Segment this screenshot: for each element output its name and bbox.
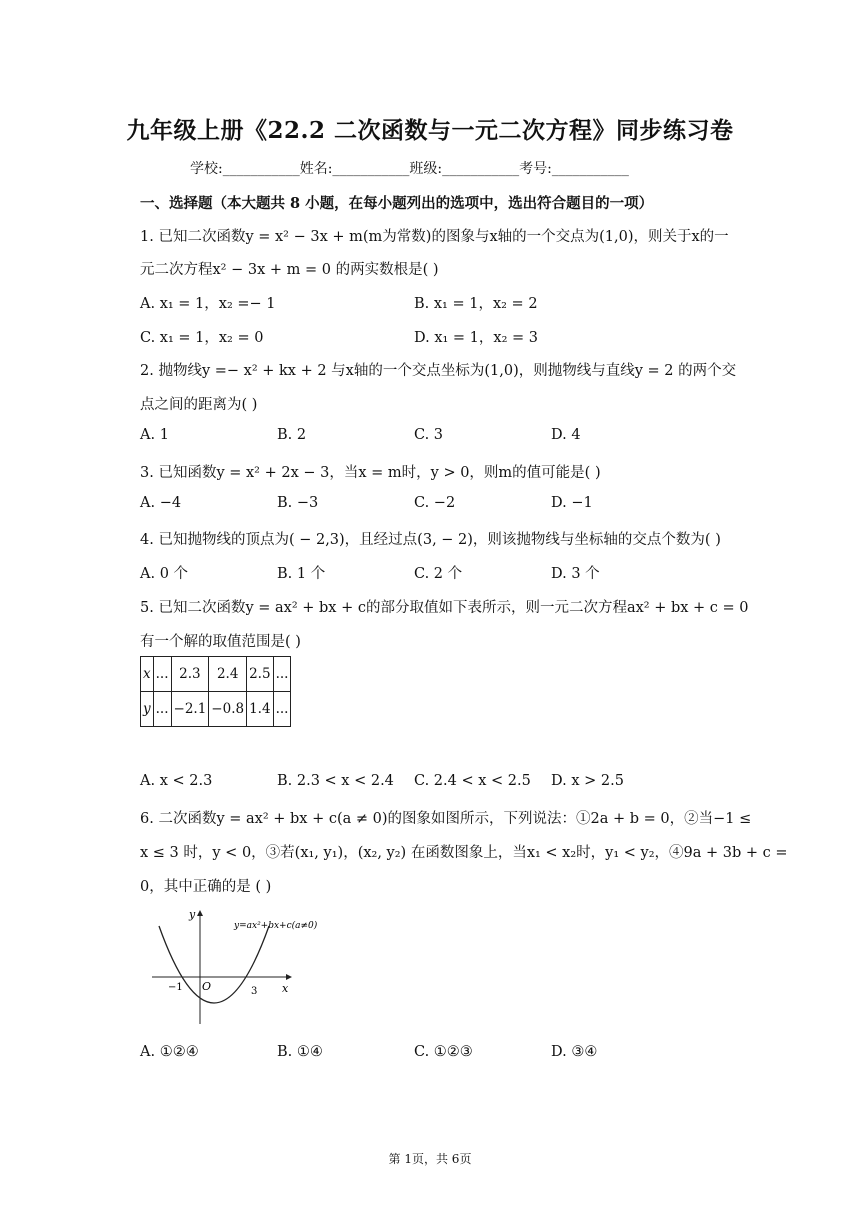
value-table bbox=[140, 656, 291, 727]
question-5-option-b: B. 2.3 < x < 2.4 bbox=[277, 773, 394, 789]
x-axis-label: x bbox=[282, 982, 289, 995]
table-cell: 2.4 bbox=[209, 657, 247, 692]
student-info-line: 学校:___________姓名:___________班级:___________考号:___________ bbox=[190, 161, 629, 177]
table-cell: y bbox=[141, 692, 154, 727]
question-6-line-2: x ≤ 3 时，y < 0，③若(x₁, y₁)，(x₂, y₂) 在函数图象上，当x₁ < x₂时，y₁ < y₂，④9a + 3b + c = bbox=[140, 845, 788, 861]
question-4-line-1: 4. 已知抛物线的顶点为( − 2,3)，且经过点(3, − 2)，则该抛物线与坐标轴的交点个数为( ) bbox=[140, 532, 721, 548]
question-5-option-c: C. 2.4 < x < 2.5 bbox=[414, 773, 531, 789]
table-cell: 1.4 bbox=[247, 692, 273, 727]
question-6-option-d: D. ③④ bbox=[551, 1044, 598, 1060]
y-axis-label: y bbox=[189, 908, 196, 921]
table-row-x bbox=[141, 657, 291, 692]
question-3-line-1: 3. 已知函数y = x² + 2x − 3，当x = m时，y > 0，则m的值可能是( ) bbox=[140, 465, 601, 481]
question-5-option-d: D. x > 2.5 bbox=[551, 773, 624, 789]
table-cell: −0.8 bbox=[209, 692, 247, 727]
question-1-line-2: 元二次方程x² − 3x + m = 0 的两实数根是( ) bbox=[140, 262, 439, 278]
root-left-label: −1 bbox=[168, 982, 183, 993]
table-cell: ... bbox=[153, 692, 171, 727]
question-3-option-d: D. −1 bbox=[551, 495, 593, 511]
question-1-option-a: A. x₁ = 1，x₂ =− 1 bbox=[140, 296, 276, 312]
question-2-option-b: B. 2 bbox=[277, 427, 307, 443]
question-1-line-1: 1. 已知二次函数y = x² − 3x + m(m为常数)的图象与x轴的一个交点为(1,0)，则关于x的一 bbox=[140, 229, 729, 245]
root-right-label: 3 bbox=[251, 986, 258, 997]
y-axis-arrow bbox=[197, 910, 203, 916]
question-6-option-c: C. ①②③ bbox=[414, 1044, 473, 1060]
question-2-option-d: D. 4 bbox=[551, 427, 581, 443]
question-3-option-b: B. −3 bbox=[277, 495, 319, 511]
table-cell: 2.3 bbox=[171, 657, 209, 692]
x-axis-arrow bbox=[286, 974, 292, 980]
section-heading: 一、选择题（本大题共 8 小题，在每小题列出的选项中，选出符合题目的一项） bbox=[140, 195, 654, 212]
table-cell: 2.5 bbox=[247, 657, 273, 692]
question-4-option-a: A. 0 个 bbox=[140, 566, 189, 582]
question-6-line-3: 0，其中正确的是 ( ) bbox=[140, 879, 272, 895]
question-5-line-1: 5. 已知二次函数y = ax² + bx + c的部分取值如下表所示，则一元二次方程ax² + bx + c = 0 bbox=[140, 600, 749, 616]
question-3-option-c: C. −2 bbox=[414, 495, 456, 511]
table-cell: ... bbox=[153, 657, 171, 692]
question-5-line-2: 有一个解的取值范围是( ) bbox=[140, 634, 301, 650]
question-1-option-c: C. x₁ = 1，x₂ = 0 bbox=[140, 330, 264, 346]
question-4-option-b: B. 1 个 bbox=[277, 566, 326, 582]
question-1-option-b: B. x₁ = 1，x₂ = 2 bbox=[414, 296, 538, 312]
table-cell: x bbox=[141, 657, 154, 692]
page-title: 九年级上册《22.2 二次函数与一元二次方程》同步练习卷 bbox=[126, 117, 734, 144]
parabola-graph bbox=[148, 902, 328, 1028]
question-6-option-b: B. ①④ bbox=[277, 1044, 323, 1060]
question-2-line-1: 2. 抛物线y =− x² + kx + 2 与x轴的一个交点坐标为(1,0)，则抛物线与直线y = 2 的两个交 bbox=[140, 363, 737, 379]
question-4-option-d: D. 3 个 bbox=[551, 566, 600, 582]
question-2-line-2: 点之间的距离为( ) bbox=[140, 397, 258, 413]
table-cell: ... bbox=[273, 657, 291, 692]
table-row-y bbox=[141, 692, 291, 727]
table-cell: ... bbox=[273, 692, 291, 727]
page-footer: 第 1页，共 6页 bbox=[388, 1152, 472, 1166]
question-6-option-a: A. ①②④ bbox=[140, 1044, 199, 1060]
question-1-option-d: D. x₁ = 1，x₂ = 3 bbox=[414, 330, 538, 346]
question-6-line-1: 6. 二次函数y = ax² + bx + c(a ≠ 0)的图象如图所示，下列说法：①2a + b = 0，②当−1 ≤ bbox=[140, 811, 752, 827]
table-cell: −2.1 bbox=[171, 692, 209, 727]
question-3-option-a: A. −4 bbox=[140, 495, 182, 511]
question-2-option-a: A. 1 bbox=[140, 427, 169, 443]
equation-label: y=ax²+bx+c(a≠0) bbox=[234, 921, 318, 931]
question-5-option-a: A. x < 2.3 bbox=[140, 773, 213, 789]
question-4-option-c: C. 2 个 bbox=[414, 566, 463, 582]
question-2-option-c: C. 3 bbox=[414, 427, 444, 443]
origin-label: O bbox=[202, 980, 212, 993]
